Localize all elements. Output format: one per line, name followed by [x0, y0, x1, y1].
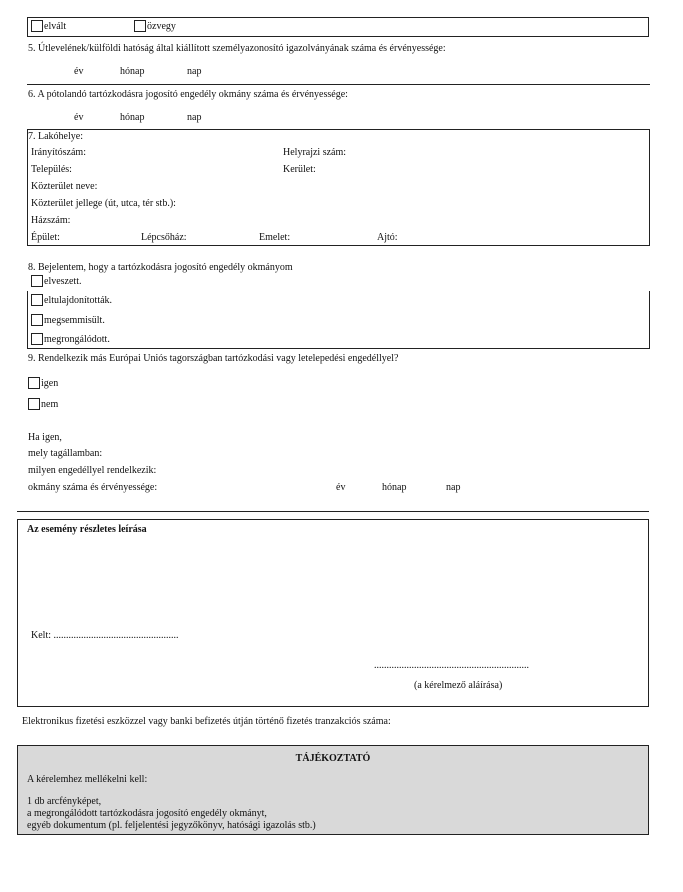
widowed-label: özvegy: [147, 21, 176, 32]
lost-checkbox[interactable]: [31, 275, 43, 287]
street-name-label: Közterület neve:: [31, 181, 98, 192]
info-item: a megrongálódott tartózkodásra jogosító engedély okmányt,: [27, 808, 267, 819]
lot-number-label: Helyrajzi szám:: [283, 147, 347, 158]
info-title: TÁJÉKOZTATÓ: [295, 753, 371, 764]
section-8-left-border: [27, 291, 28, 348]
section-7-left-border: [27, 129, 28, 245]
floor-label: Emelet:: [259, 232, 291, 243]
section-8-right-border: [649, 291, 650, 348]
s6-day: nap: [187, 112, 202, 123]
if-yes-label: Ha igen,: [28, 432, 62, 443]
lost-label: elveszett.: [44, 276, 82, 287]
payment-transaction-label: Elektronikus fizetési eszközzel vagy banki befizetés útján történő fizetés tranzakciós száma:: [22, 716, 391, 727]
info-item: 1 db arcfényképet,: [27, 796, 102, 807]
section-9-title: 9. Rendelkezik más Európai Uniós tagországban tartózkodási vagy letelepedési engedéllyel?: [28, 353, 399, 364]
no-checkbox[interactable]: [28, 398, 40, 410]
section-7-right-border: [649, 129, 650, 245]
info-intro: A kérelemhez mellékelni kell:: [27, 774, 148, 785]
stolen-checkbox[interactable]: [31, 294, 43, 306]
house-number-label: Házszám:: [31, 215, 71, 226]
section-8-title: 8. Bejelentem, hogy a tartózkodásra jogosító engedély okmányom: [28, 262, 293, 273]
building-label: Épület:: [31, 232, 60, 243]
damaged-label: megrongálódott.: [44, 334, 110, 345]
divorced-checkbox[interactable]: [31, 20, 43, 32]
divider: [27, 84, 650, 85]
widowed-checkbox[interactable]: [134, 20, 146, 32]
signature-line: ..............................................................: [374, 660, 529, 671]
destroyed-label: megsemmisült.: [44, 315, 105, 326]
s5-day: nap: [187, 66, 202, 77]
stolen-label: eltulajdonították.: [44, 295, 113, 306]
signature-label: (a kérelmező aláírása): [414, 680, 503, 691]
city-label: Település:: [31, 164, 72, 175]
yes-label: igen: [41, 378, 59, 389]
divider: [27, 348, 650, 349]
zip-label: Irányítószám:: [31, 147, 86, 158]
destroyed-checkbox[interactable]: [31, 314, 43, 326]
no-label: nem: [41, 399, 59, 410]
door-label: Ajtó:: [377, 232, 398, 243]
permit-type-label: milyen engedéllyel rendelkezik:: [28, 465, 157, 476]
doc-number-label: okmány száma és érvényessége:: [28, 482, 158, 493]
street-type-label: Közterület jellege (út, utca, tér stb.):: [31, 198, 176, 209]
section-7-title: 7. Lakóhelye:: [28, 131, 83, 142]
section-6-title: 6. A pótolandó tartózkodásra jogosító engedély okmány száma és érvényessége:: [28, 89, 348, 100]
s9-day: nap: [446, 482, 461, 493]
divider: [27, 129, 650, 130]
divorced-label: elvált: [44, 21, 67, 32]
s5-year: év: [74, 66, 84, 77]
s9-year: év: [336, 482, 346, 493]
event-description-title: Az esemény részletes leírása: [27, 524, 147, 535]
dated-label: Kelt: ..................................................: [31, 630, 179, 641]
member-state-label: mely tagállamban:: [28, 448, 103, 459]
yes-checkbox[interactable]: [28, 377, 40, 389]
divider: [27, 245, 650, 246]
s6-month: hónap: [120, 112, 145, 123]
section-5-title: 5. Útlevelének/külföldi hatóság által kiállított személyazonosító igazolványának száma és érvényessége:: [28, 43, 446, 54]
s6-year: év: [74, 112, 84, 123]
damaged-checkbox[interactable]: [31, 333, 43, 345]
event-description-box[interactable]: [17, 519, 649, 707]
marital-row: [27, 17, 649, 37]
s9-month: hónap: [382, 482, 407, 493]
district-label: Kerület:: [283, 164, 316, 175]
staircase-label: Lépcsőház:: [141, 232, 187, 243]
divider: [17, 511, 649, 512]
s5-month: hónap: [120, 66, 145, 77]
info-item: egyéb dokumentum (pl. feljelentési jegyzőkönyv, hatósági igazolás stb.): [27, 820, 316, 831]
